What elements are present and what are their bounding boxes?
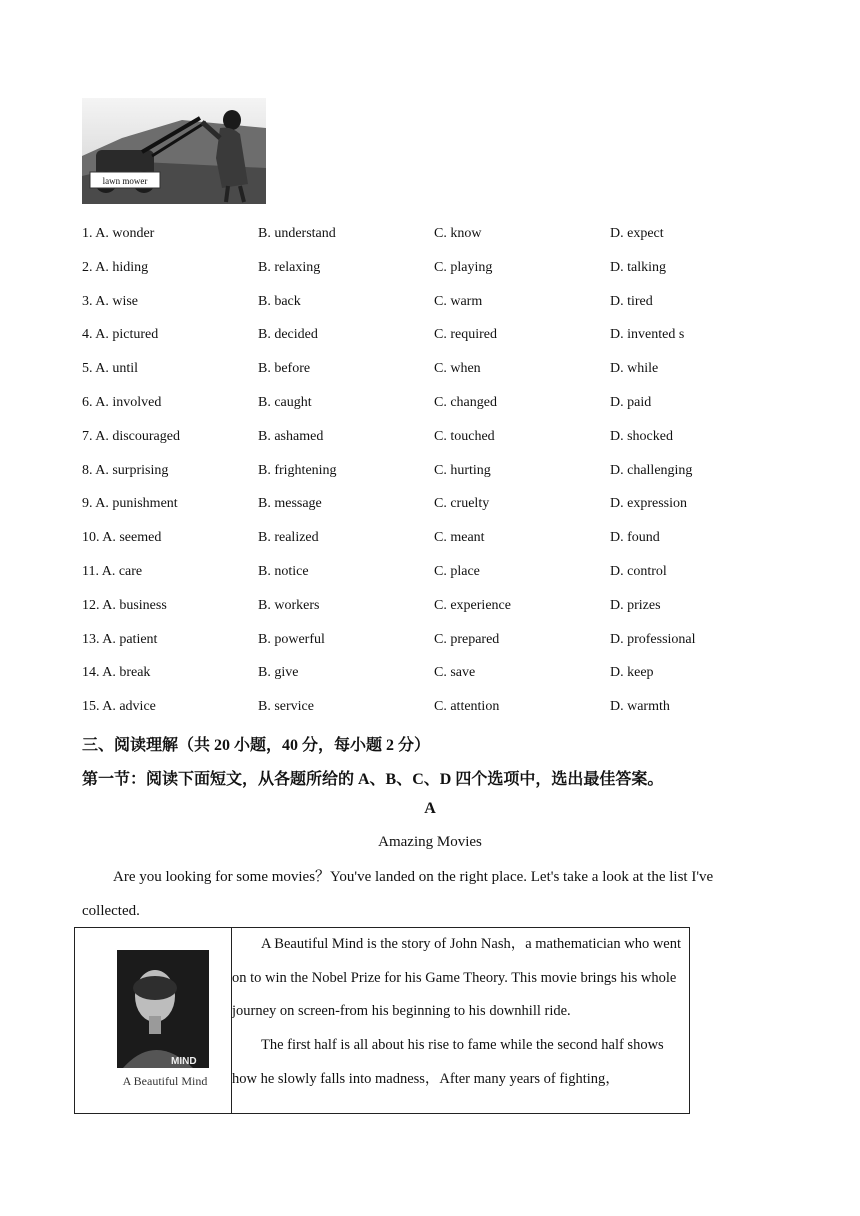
option-choice: C. required: [434, 327, 497, 343]
option-choice: 9. A. punishment: [82, 496, 178, 512]
option-choice: B. caught: [258, 394, 312, 410]
option-choice: C. know: [434, 226, 482, 241]
option-choice: C. save: [434, 665, 476, 681]
option-choice: 15. A. advice: [82, 699, 156, 715]
option-choice: B. frightening: [258, 462, 337, 478]
part-instructions: 第一节：阅读下面短文，从各题所给的 A、B、C、D 四个选项中，选出最佳答案。: [82, 771, 664, 788]
option-choice: D. while: [610, 361, 659, 377]
option-choice: 10. A. seemed: [82, 530, 162, 546]
poster-cell: [75, 928, 232, 1114]
option-choice: B. understand: [258, 226, 336, 241]
option-choice: 7. A. discouraged: [82, 428, 180, 444]
option-row: [82, 598, 782, 632]
option-choice: D. control: [610, 563, 667, 579]
option-choice: 5. A. until: [82, 361, 139, 377]
option-choice: C. when: [434, 361, 481, 377]
option-choice: C. playing: [434, 259, 493, 275]
option-choice: B. powerful: [258, 631, 325, 647]
option-choice: D. tired: [610, 293, 653, 309]
movie-description: [232, 928, 690, 1114]
section-heading: 三、阅读理解（共 20 小题，40 分，每小题 2 分）: [82, 737, 431, 754]
option-choice: D. talking: [610, 259, 666, 275]
poster-word: MIND: [171, 1056, 197, 1067]
option-choice: 4. A. pictured: [82, 327, 159, 343]
option-choice: C. touched: [434, 428, 495, 444]
option-choice: 3. A. wise: [82, 293, 138, 309]
option-row: [82, 699, 782, 733]
option-choice: 8. A. surprising: [82, 462, 169, 478]
option-choice: 13. A. patient: [82, 631, 158, 647]
option-choice: B. back: [258, 293, 301, 309]
option-row: [82, 564, 782, 598]
passage-title: Amazing Movies: [378, 834, 482, 850]
option-choice: C. place: [434, 563, 480, 579]
option-choice: B. notice: [258, 563, 309, 579]
option-choice: D. paid: [610, 394, 652, 410]
option-choice: C. attention: [434, 699, 500, 715]
option-choice: 12. A. business: [82, 597, 167, 613]
option-choice: 11. A. care: [82, 563, 143, 579]
movie-poster: [75, 928, 231, 1108]
option-choice: D. keep: [610, 665, 654, 681]
option-choice: D. shocked: [610, 428, 673, 444]
option-choice: D. challenging: [610, 462, 693, 478]
option-row: [82, 496, 782, 530]
option-choice: B. relaxing: [258, 259, 321, 275]
option-choice: C. hurting: [434, 462, 491, 478]
option-choice: C. experience: [434, 597, 511, 613]
option-choice: D. prizes: [610, 597, 661, 613]
option-row: [82, 463, 782, 497]
option-choice: B. ashamed: [258, 428, 324, 444]
option-choice: C. warm: [434, 293, 483, 309]
option-row: [82, 361, 782, 395]
lawn-mower-photo: [82, 98, 266, 204]
option-row: [82, 429, 782, 463]
passage-letter: A: [424, 800, 436, 817]
option-choice: B. message: [258, 496, 322, 512]
option-choice: C. changed: [434, 394, 497, 410]
option-choice: D. expression: [610, 496, 687, 512]
option-choice: D. expect: [610, 226, 664, 241]
option-choice: D. found: [610, 530, 660, 546]
option-choice: C. cruelty: [434, 496, 490, 512]
poster-caption: A Beautiful Mind: [122, 1074, 208, 1088]
option-choice: 14. A. break: [82, 665, 151, 681]
option-choice: D. professional: [610, 631, 696, 647]
option-choice: B. service: [258, 699, 314, 715]
option-row: [82, 226, 782, 260]
options-list: [82, 226, 782, 733]
passage-intro: Are you looking for some movies？You've landed on the right place. Let's take a look at the list I've collected.: [82, 869, 714, 919]
option-choice: B. give: [258, 665, 299, 681]
option-row: [82, 632, 782, 666]
option-choice: 6. A. involved: [82, 394, 162, 410]
option-row: [82, 530, 782, 564]
option-choice: 1. A. wonder: [82, 226, 155, 241]
option-row: [82, 294, 782, 328]
option-choice: D. invented s: [610, 327, 685, 343]
movie-paragraph-1: A Beautiful Mind is the story of John Nash，a mathematician who went on to win the Nobel Prize for his Game Theory. This movie brings his whole journey on screen-from his beginning to his downhill ride.: [232, 936, 682, 1020]
option-choice: B. before: [258, 361, 311, 377]
photo-caption: lawn mower: [102, 176, 148, 186]
option-row: [82, 665, 782, 699]
option-row: [82, 260, 782, 294]
movie-paragraph-2: The first half is all about his rise to fame while the second half shows how he slowly falls into madness，After many years of fighting，: [232, 1037, 664, 1087]
option-choice: C. prepared: [434, 631, 500, 647]
option-choice: B. realized: [258, 530, 319, 546]
option-row: [82, 327, 782, 361]
option-choice: 2. A. hiding: [82, 259, 149, 275]
option-choice: D. warmth: [610, 699, 670, 715]
option-choice: C. meant: [434, 530, 485, 546]
option-row: [82, 395, 782, 429]
option-choice: B. decided: [258, 327, 318, 343]
movie-table: [74, 927, 690, 1114]
option-choice: B. workers: [258, 597, 320, 613]
